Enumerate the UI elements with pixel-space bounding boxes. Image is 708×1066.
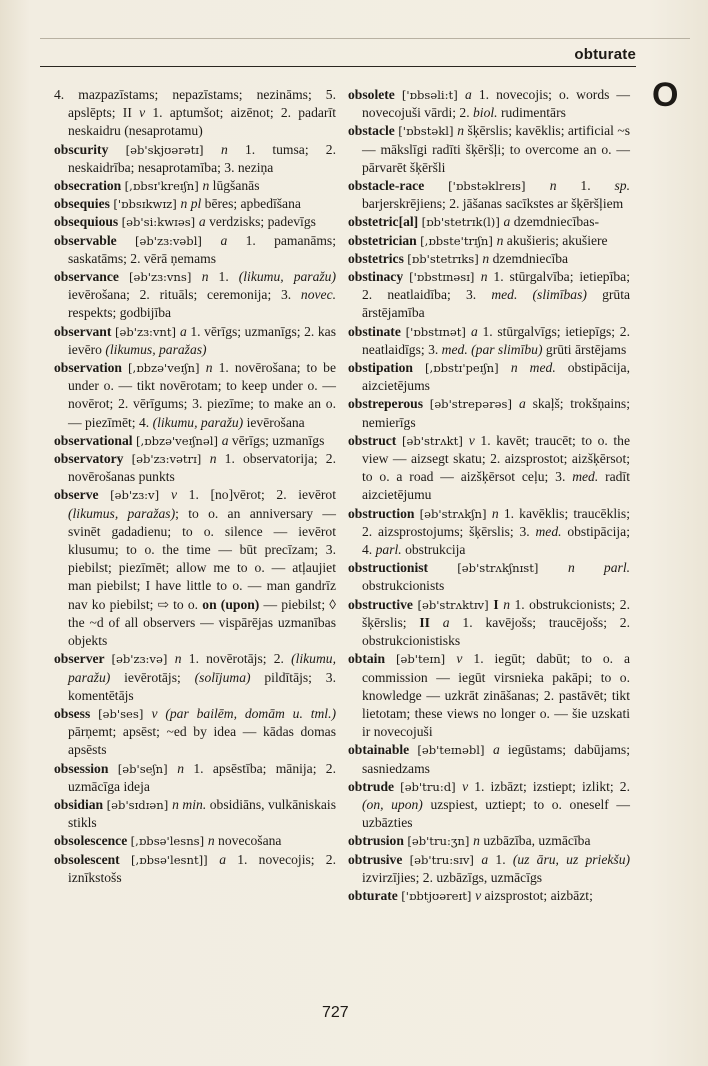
entry-label: n med. [510,360,568,376]
section-letter: O [652,76,679,114]
entry-pronunciation: [əb'strepərəs] [429,397,520,412]
entry-text: 1. obstrukcionists; 2. šķērslis; [362,596,630,630]
dictionary-entry [348,122,630,177]
entry-pronunciation: [əb'zɜ:və] [111,652,175,667]
header-rule [40,66,636,67]
dictionary-entry [54,232,336,268]
entry-text: 1. pamanāms; saskatāms; 2. vērā ņemams [68,232,336,266]
dictionary-entry [348,250,630,268]
dictionary-entry [348,505,630,560]
entry-label: n [207,833,219,849]
entry-label: (uz āru, uz priekšu) [512,851,631,867]
entry-headword: observational [54,432,136,448]
dictionary-entry [54,141,336,177]
dictionary-entry [348,851,630,887]
entry-headword: on (upon) [202,596,264,612]
entry-headword: obtainable [348,742,418,758]
dictionary-entry [348,778,630,833]
entry-pronunciation: ['ɒbstɪnət] [405,324,471,339]
entry-pronunciation: [əb'tru:ʒn] [407,834,474,849]
entry-text: obstipācija; 4. [362,523,630,558]
dictionary-entry [348,650,630,741]
entry-headword: obtrusion [348,833,408,849]
entry-label: n [205,360,219,376]
entry-text: dzemdniecības- [513,214,600,230]
dictionary-entry [348,268,630,323]
entry-text: pildītājs; 3. komentētājs [68,669,336,703]
entry-label: n [201,269,219,285]
entry-label: a [220,232,246,248]
entry-headword: obsequies [54,196,114,212]
right-column [348,86,630,905]
entry-label: v (par bailēm, domām u. tml.) [151,705,336,721]
entry-headword: obstinacy [348,269,410,285]
entry-pronunciation: ['ɒbstəklreɪs] [448,179,550,194]
entry-text: verdzisks; padevīgs [209,214,316,230]
entry-text: 1. apsēstība; mānija; 2. uzmācīga ideja [68,760,336,794]
entry-pronunciation: [əb'zɜ:vnt] [114,324,180,339]
entry-label: n [503,596,515,612]
entry-pronunciation: [əb'tru:sɪv] [409,852,482,867]
entry-text: 1. stūrgalvīgs; ietiepīgs; 2. neatlaidīgs; 3. [362,323,630,357]
dictionary-entry [348,232,630,250]
entry-headword: obstruction [348,505,420,521]
page-number: 727 [322,1004,349,1021]
dictionary-entry [348,741,630,777]
entry-pronunciation: [,ɒbsə'lesnt]] [130,852,220,867]
entry-label: v [462,778,475,794]
entry-pronunciation: ['ɒbstəkl] [398,124,458,139]
entry-headword: observe [54,487,111,503]
entry-headword: obstructive [348,596,418,612]
entry-label: n [482,250,493,266]
entry-pronunciation: [əb'tru:d] [400,779,463,794]
dictionary-entry [54,650,336,705]
entry-text: 1. kavēklis; traucēklis; 2. aizsprostojums; šķērslis; 3. [362,505,630,539]
dictionary-entry [348,359,630,395]
dictionary-entry [54,359,336,432]
entry-label: a [492,742,508,758]
entry-text: obstipācija, aizcietējums [362,360,630,394]
entry-pronunciation: ['ɒbsɪkwɪz] [113,197,181,212]
entry-headword: obsolescence [54,833,131,849]
dictionary-entry [348,887,630,905]
entry-headword: obstruct [348,432,402,448]
entry-label: v [139,105,153,121]
entry-text: grūti ārstējams [545,341,627,357]
dictionary-entry [348,432,630,505]
entry-headword: observant [54,323,115,339]
entry-text: ievērošana; 2. rituāls; ceremonija; 3. [68,287,301,303]
entry-pronunciation: [əb'strʌktɪv] [417,597,494,612]
entry-pronunciation: [əb'zɜ:v] [110,488,172,503]
dictionary-entry [54,796,336,832]
left-column [54,86,336,887]
entry-text: 1. vērīgs; uzmanīgs; 2. kas ievēro [68,323,336,357]
entry-label: n [473,833,484,849]
entry-text: 1. [495,851,513,867]
entry-text: dzemdniecība [492,250,569,266]
entry-pronunciation: [ɒb'stetrɪks] [407,251,483,266]
entry-label: biol. [473,105,501,121]
entry-headword: obstacle [348,123,399,139]
entry-label: a [519,396,533,412]
scan-guide-line [40,38,690,39]
entry-pronunciation: [əb'teɪnəbl] [417,743,493,758]
dictionary-entry [348,832,630,850]
entry-label: a [503,214,514,230]
entry-pronunciation: [,ɒbsɪ'kreɪʃn] [124,179,203,194]
entry-text: 1. [580,178,615,194]
entry-label: n [491,505,504,521]
entry-text: obstrukcionists [362,578,445,594]
dictionary-entry [348,559,630,595]
entry-label: n [457,123,468,139]
entry-label: n [220,141,245,157]
dictionary-entry [54,195,336,213]
entry-text: 1. novecojis; o. words — novecojuši vārdi; 2. [362,87,631,121]
dictionary-entry [54,486,336,650]
entry-text: radīt aizcietējumu [362,469,630,503]
dictionary-entry [348,596,630,651]
entry-pronunciation: [əb'strʌkt] [401,433,469,448]
entry-text: 1. kavēt; traucēt; to o. the view — aizsegt skatu; 2. aizsprostot; aizšķērsot; to o. a road — aizšķērsot ceļu; 3. [362,432,631,485]
entry-headword: obsolete [348,87,402,102]
entry-headword: obstetrician [348,232,421,248]
entry-text: rudimentārs [500,105,566,121]
entry-label: (likumus, paražas) [68,505,176,521]
dictionary-entry [348,86,630,122]
entry-text: 1. novecojis; 2. iznīkstošs [68,851,336,885]
entry-headword: observatory [54,451,132,467]
entry-pronunciation: ['ɒbtjʊəreɪt] [401,888,476,903]
entry-headword: obsequious [54,214,122,230]
entry-label: a [442,614,463,630]
dictionary-entry [348,177,630,213]
entry-label: n parl. [567,560,630,576]
entry-label: parl. [375,542,406,558]
entry-headword: obturate [348,887,402,903]
entry-headword: obsolescent [54,851,131,867]
entry-label: (likumu, paražu) [238,269,336,285]
dictionary-entry [54,177,336,195]
entry-headword: obstructionist [348,560,458,576]
entry-label: n [549,178,581,194]
entry-text: vērīgs; uzmanīgs [231,432,325,448]
entry-text: aizsprostot; aizbāzt; [484,887,593,903]
entry-headword: obsess [54,705,99,721]
entry-label: n [202,178,213,194]
entry-label: a [470,323,483,339]
dictionary-entry [54,705,336,760]
entry-text: grūta ārstējamība [362,287,631,321]
entry-label: (likumu, paražu) [152,414,247,430]
entry-label: a [219,851,238,867]
entry-pronunciation: [əb'strʌkʃn] [419,506,492,521]
entry-headword: observance [54,269,129,285]
entry-headword: obtrude [348,778,401,794]
entry-text: uzspiest, uztiept; to o. oneself — uzbāzties [362,796,631,831]
entry-label: sp. [614,178,631,194]
dictionary-entry [348,213,630,231]
entry-text: novecošana [218,833,282,849]
entry-label: a [179,323,191,339]
entry-headword: obsidian [54,796,107,812]
dictionary-entry [54,268,336,323]
entry-label: a [465,87,479,102]
entry-text: ievērotājs; [124,669,195,685]
entry-label: v [456,651,474,667]
entry-text: skaļš; trokšņains; nemierīgs [362,396,630,430]
entry-headword: observer [54,651,112,667]
entry-text: 4. mazpazīstams; nepazīstams; nezināms; 5. apslēpts; II [54,87,336,121]
running-head: obturate [574,46,636,63]
dictionary-entry [348,323,630,359]
entry-label: n [177,760,194,776]
entry-text: 1. iegūt; dabūt; to o. a commission — iegūt virsnieka pakāpi; to o. knowledge — uzkrāt zināšanas; 2. pastāvēt; tikt lietotam; these views no longer o. — šie uzskati ir novecojuši [362,651,631,740]
entry-text: 1. novērotājs; 2. [188,651,292,667]
entry-headword: II [419,614,443,630]
entry-text: lūgšanās [212,178,260,194]
entry-pronunciation: [,ɒbste'trɪʃn] [420,233,497,248]
entry-label: n [209,451,225,467]
entry-label: (solījuma) [194,669,265,685]
entry-headword: obstetric[al] [348,214,422,230]
dictionary-entry [54,450,336,486]
dictionary-entry [54,432,336,450]
entry-text: 1. [218,269,239,285]
dictionary-entry [54,760,336,796]
entry-text: obstrukcija [405,542,466,558]
entry-label: (likumu, paražu) [68,651,336,685]
entry-headword: obstipation [348,360,425,376]
entry-text: šķērslis; kavēklis; artificial ~s — mākslīgi radīti šķēršļi; to overcome an o. — pārvarēt šķēršli [362,123,630,175]
entry-pronunciation: [ɒb'stetrɪk(l)] [421,215,504,230]
entry-pronunciation: [əb'zɜ:vns] [128,270,202,285]
entry-label: n pl [180,196,205,212]
entry-text: pārņemt; apsēst; ~ed by idea — kādas domas apsēsts [68,724,336,758]
entry-label: v [171,487,189,503]
entry-headword: obstreperous [348,396,430,412]
entry-label: (likumus, paražas) [105,341,207,357]
dictionary-entry [54,851,336,887]
entry-headword: obstacle-race [348,178,449,194]
entry-pronunciation: [əb'sɪdɪən] [106,797,173,812]
entry-pronunciation: [əb'strʌkʃnɪst] [457,561,568,576]
entry-text: 1. stūrgalvība; ietiepība; 2. neatlaidība; 3. [362,269,630,303]
entry-headword: obsecration [54,178,125,194]
entry-text: 1. tumsa; 2. neskaidrība; nesaprotamība; 3. neziņa [68,141,336,175]
dictionary-entry [54,832,336,850]
entry-label: n [480,269,494,285]
entry-label: med. [572,469,606,485]
entry-headword: obscurity [54,141,126,157]
dictionary-entry [54,323,336,359]
entry-text: izvirzījies; 2. uzbāzīgs, uzmācīgs [362,869,543,885]
entry-label: a [221,432,232,448]
entry-text: ievērošana [246,414,305,430]
entry-pronunciation: ['ɒbsəli:t] [401,88,466,102]
entry-headword: observable [54,232,135,248]
dictionary-entry [348,395,630,431]
entry-text: iegūstams; dabūjams; sasniedzams [362,742,631,776]
entry-text: 1. [no]vērot; 2. ievērot [188,487,336,503]
entry-label: v [468,432,481,448]
entry-pronunciation: [əb'ses] [98,706,152,721]
entry-text: respekts; godbijība [68,305,172,321]
entry-text: uzbāzība, uzmācība [483,833,591,849]
entry-pronunciation: [əb'skjʊərətɪ] [125,142,221,157]
entry-pronunciation: [əb'zɜ:vəbl] [134,233,221,248]
entry-headword: obsession [54,760,118,776]
entry-text: 1. kavējošs; traucējošs; 2. obstrukcionistisks [362,614,630,649]
entry-text: barjerskrējiens; 2. jāšanas sacīkstes ar šķēršļiem [362,196,624,212]
entry-pronunciation: ['ɒbstɪnəsɪ] [409,270,481,285]
entry-pronunciation: [əb'zɜ:vətrɪ] [131,452,210,467]
entry-label: a [481,851,496,867]
entry-text: 1. aptumšot; aizēnot; 2. padarīt neskaidru (nesaprotamu) [68,105,336,139]
entry-text: — piebilst; ◊ the ~d of all observers — vispārējas uzmanības objekts [68,596,336,649]
entry-label: novec. [300,287,336,303]
entry-text: akušieris; akušiere [506,232,608,248]
dictionary-entry [54,86,336,141]
entry-label: n [174,651,189,667]
entry-pronunciation: [,ɒbzə'veɪʃn] [128,361,206,376]
entry-headword: obstetrics [348,250,408,266]
entry-text: 1. izbāzt; izstiept; izlikt; 2. [474,778,630,794]
entry-label: med. [535,523,568,539]
entry-pronunciation: [əb'seʃn] [117,761,178,776]
entry-pronunciation: [əb'teɪn] [395,652,457,667]
entry-label: n min. [172,796,210,812]
entry-headword: I [493,596,504,612]
entry-label: v [475,887,485,903]
entry-text: 1. observatorija; 2. novērošanas punkts [68,451,336,485]
entry-headword: obtain [348,651,396,667]
entry-text: obsidiāns, vulkāniskais stikls [68,796,336,831]
entry-label: a [198,214,210,230]
entry-label: n [496,232,507,248]
entry-label: med. (par slimību) [441,341,546,357]
entry-text: ; to o. an anniversary — svinēt gadadienu; to o. silence — ievērot klusumu; to o. the time — būt precīzam; 3. piebilst; piezīmēt; allow me to o. — atļaujiet man piebilst; I have little to o. — man gandrīz nav ko piebilst; ⇨ to o. [68,505,336,612]
entry-label: (on, upon) [362,796,431,812]
dictionary-entry [54,213,336,231]
entry-text: 1. novērošana; to be under o. — tikt novērotam; to keep under o. — novērot; 2. vērīgums; 3. piezīme; to make an o. — piezīmēt; 4. [68,360,336,430]
entry-headword: obstinate [348,323,406,339]
entry-pronunciation: [,ɒbsə'lesns] [130,834,208,849]
entry-label: med. (slimības) [491,287,603,303]
entry-pronunciation: [əb'si:kwɪəs] [121,215,199,230]
entry-headword: observation [54,360,128,376]
entry-pronunciation: [,ɒbzə'veɪʃnəl] [135,433,222,448]
entry-headword: obtrusive [348,851,410,867]
entry-pronunciation: [,ɒbstɪ'peɪʃn] [424,361,511,376]
entry-text: bēres; apbedīšana [204,196,301,212]
